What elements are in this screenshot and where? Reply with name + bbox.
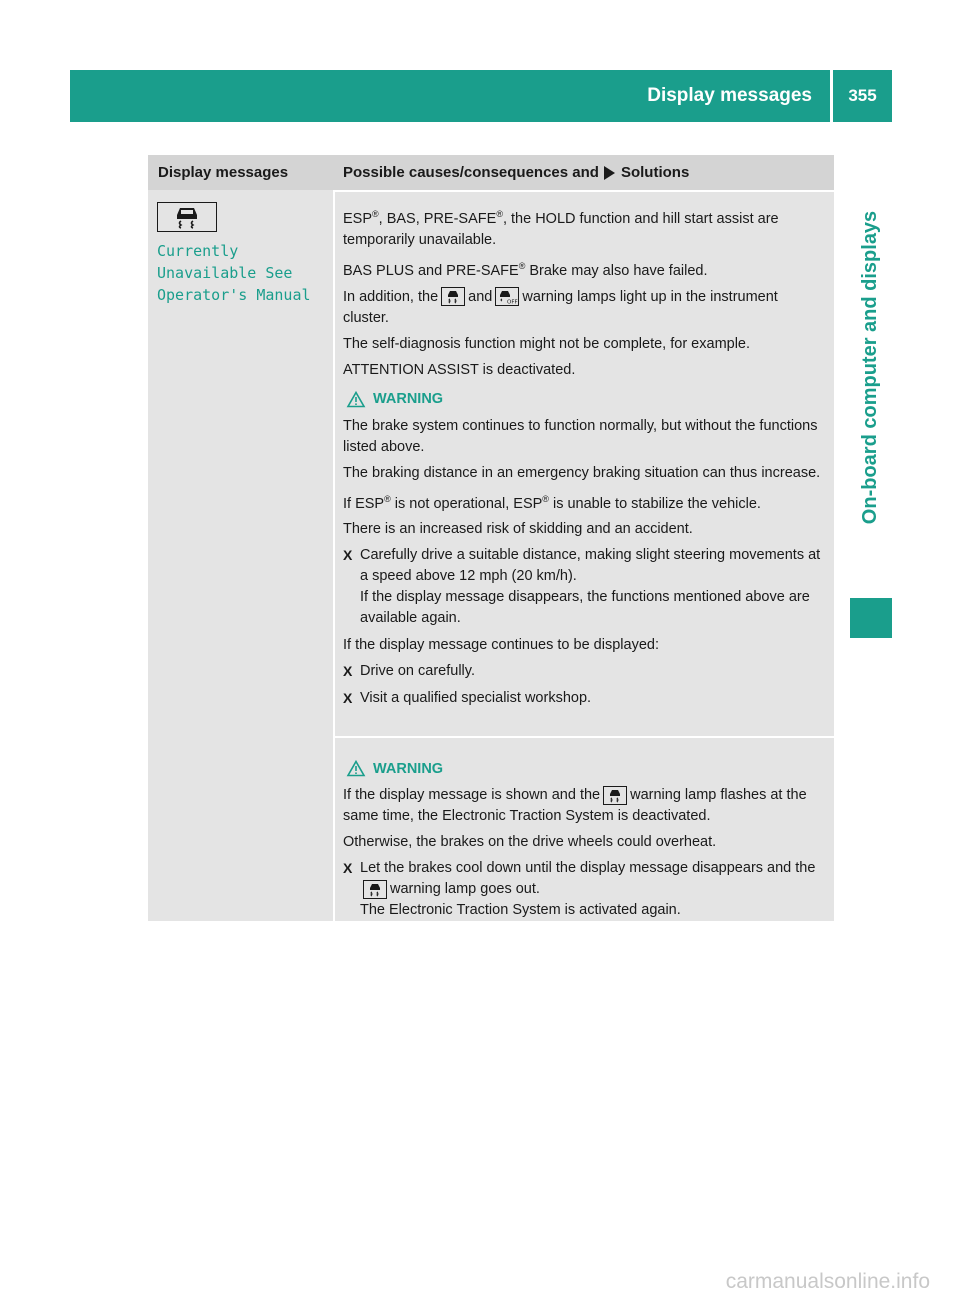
warning-heading <box>347 760 826 777</box>
text: If the display message is shown and the <box>343 787 601 803</box>
paragraph <box>343 785 826 827</box>
text: and <box>468 288 493 305</box>
col-header-causes <box>335 155 834 190</box>
paragraph: If the display message continues to be displayed: <box>343 637 659 654</box>
text: If ESP <box>343 495 385 512</box>
warning-triangle-icon <box>347 760 365 777</box>
watermark: carmanualsonline.info <box>725 1270 930 1293</box>
step-marker: X <box>343 860 353 876</box>
esp-warning-icon <box>441 287 465 306</box>
col-header-messages: Display messages <box>158 164 289 181</box>
step-text: Carefully drive a suitable distance, making slight steering movements at a speed above 12 mph (20 km/h). <box>360 547 821 585</box>
message-cell <box>148 190 335 921</box>
causes-column <box>335 190 834 921</box>
warning-heading <box>347 391 826 408</box>
step-text: Visit a qualified specialist workshop. <box>360 690 592 707</box>
text: warning lamp goes out. <box>390 881 540 897</box>
message-line: Operator's Manual <box>157 286 311 304</box>
paragraph <box>343 256 826 282</box>
step-result: If the display message disappears, the functions mentioned above are available again. <box>360 589 810 627</box>
step-marker: X <box>343 547 353 564</box>
registered-mark: ® <box>372 209 379 219</box>
paragraph: The brake system continues to function normally, but without the functions listed above. <box>343 417 818 455</box>
text: In addition, the <box>343 288 439 305</box>
step-text: Drive on carefully. <box>360 663 475 680</box>
esp-warning-icon <box>157 202 217 232</box>
step-item <box>343 661 826 682</box>
text: ESP <box>343 210 373 227</box>
text: is unable to stabilize the vehicle. <box>548 495 761 512</box>
esp-warning-icon <box>363 880 387 899</box>
step-text <box>360 858 826 900</box>
side-tab-label: On-board computer and displays <box>859 210 882 524</box>
col-header-causes-label: Possible causes/consequences and <box>343 164 599 181</box>
paragraph: ATTENTION ASSIST is deactivated. <box>343 361 576 378</box>
paragraph: There is an increased risk of skidding and an accident. <box>343 521 693 538</box>
warning-label: WARNING <box>373 760 444 777</box>
text: Brake may also have failed. <box>525 262 708 279</box>
display-message-text <box>157 240 333 306</box>
step-marker: X <box>343 690 353 707</box>
esp-off-icon <box>495 287 519 306</box>
side-tab-block <box>850 598 892 638</box>
paragraph: Otherwise, the brakes on the drive wheels could overheat. <box>343 834 717 850</box>
display-messages-table <box>148 155 834 921</box>
step-item <box>343 688 826 709</box>
text: , BAS, PRE-SAFE <box>378 210 497 227</box>
message-line: Currently <box>157 242 239 260</box>
paragraph <box>343 489 826 515</box>
causes-cell <box>335 190 834 736</box>
text: , the HOLD function and hill start assist are temporarily unavailable. <box>343 210 779 248</box>
text: is not operational, ESP <box>390 495 543 512</box>
col-header-solutions-label: Solutions <box>620 164 690 181</box>
text: BAS PLUS and PRE-SAFE <box>343 262 519 279</box>
warning-cell <box>335 736 834 921</box>
paragraph: The self-diagnosis function might not be complete, for example. <box>343 335 751 352</box>
page-number: 355 <box>848 86 877 105</box>
paragraph: The braking distance in an emergency braking situation can thus increase. <box>343 464 821 481</box>
step-item <box>343 545 826 629</box>
play-triangle-icon <box>604 166 615 180</box>
registered-mark: ® <box>518 260 526 271</box>
table-header-row <box>148 155 834 190</box>
esp-warning-icon <box>603 786 627 805</box>
text: warning lamp flashes at the same time, the Electronic Traction System is deactivated. <box>343 787 807 824</box>
registered-mark: ® <box>542 493 549 504</box>
warning-triangle-icon <box>347 391 365 408</box>
side-tab <box>850 132 892 602</box>
step-marker: X <box>343 663 353 680</box>
svg-text:OFF: OFF <box>507 299 518 306</box>
warning-label: WARNING <box>373 391 444 408</box>
text: warning lamps light up in the instrument cluster. <box>343 288 778 326</box>
registered-mark: ® <box>384 493 391 504</box>
registered-mark: ® <box>496 209 503 219</box>
step-item <box>343 858 826 921</box>
table-row <box>148 190 834 921</box>
step-result: The Electronic Traction System is activated again. <box>360 902 681 918</box>
text: Let the brakes cool down until the display message disappears and the <box>360 860 816 876</box>
page-title: Display messages <box>647 85 812 106</box>
paragraph <box>343 204 826 251</box>
message-line: Unavailable See <box>157 264 293 282</box>
paragraph <box>343 287 826 329</box>
